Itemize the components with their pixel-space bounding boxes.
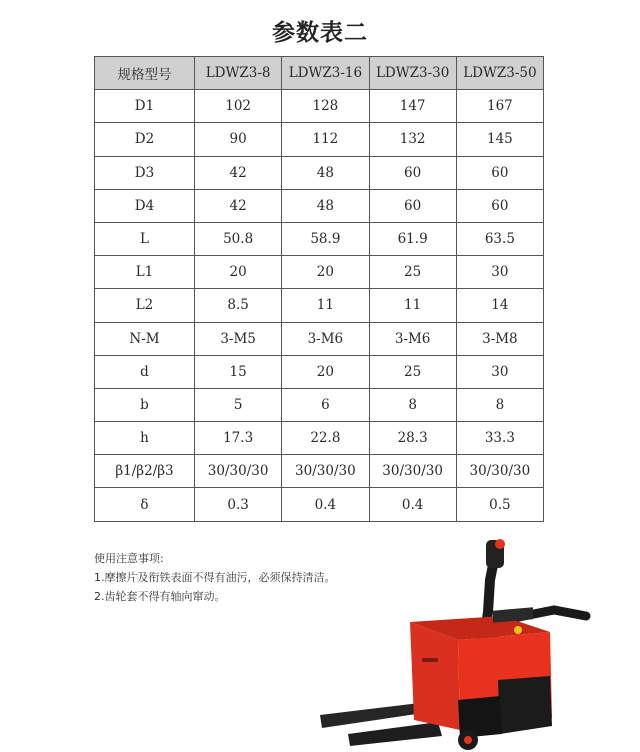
table-row [95, 123, 544, 156]
value-cell: 50.8 [195, 222, 282, 255]
value-cell: 42 [195, 156, 282, 189]
tiller-red-button [495, 539, 505, 549]
value-cell: 145 [456, 123, 543, 156]
value-cell: 8 [369, 388, 456, 421]
row-label-cell: D1 [95, 90, 195, 123]
value-cell: 25 [369, 256, 456, 289]
row-label-cell: L1 [95, 256, 195, 289]
value-cell: 5 [195, 388, 282, 421]
value-cell: 3-M8 [456, 322, 543, 355]
value-cell: 8.5 [195, 289, 282, 322]
value-cell: 0.4 [282, 488, 369, 521]
wheel-hub [464, 736, 472, 744]
table-row [95, 256, 544, 289]
key-switch [514, 626, 522, 634]
table-row [95, 156, 544, 189]
table-header-row [95, 57, 544, 90]
truck-body-front [410, 622, 460, 730]
value-cell: 30 [456, 355, 543, 388]
row-label-cell: D4 [95, 189, 195, 222]
value-cell: 3-M6 [369, 322, 456, 355]
value-cell: 11 [282, 289, 369, 322]
value-cell: 33.3 [456, 422, 543, 455]
value-cell: 0.3 [195, 488, 282, 521]
table-row [95, 322, 544, 355]
row-label-cell: d [95, 355, 195, 388]
value-cell: 61.9 [369, 222, 456, 255]
value-cell: 128 [282, 90, 369, 123]
fork-right [348, 722, 442, 746]
value-cell: 60 [456, 189, 543, 222]
header-cell: LDWZ3-50 [456, 57, 543, 90]
table-row [95, 189, 544, 222]
header-cell: LDWZ3-8 [195, 57, 282, 90]
value-cell: 42 [195, 189, 282, 222]
row-label-cell: b [95, 388, 195, 421]
row-label-cell: δ [95, 488, 195, 521]
value-cell: 8 [456, 388, 543, 421]
value-cell: 48 [282, 189, 369, 222]
value-cell: 28.3 [369, 422, 456, 455]
value-cell: 20 [282, 256, 369, 289]
control-panel [493, 607, 533, 622]
value-cell: 30/30/30 [282, 455, 369, 488]
value-cell: 0.5 [456, 488, 543, 521]
header-cell-model: 规格型号 [95, 57, 195, 90]
value-cell: 90 [195, 123, 282, 156]
usage-notes [94, 549, 336, 606]
table-row [95, 222, 544, 255]
value-cell: 14 [456, 289, 543, 322]
value-cell: 60 [369, 189, 456, 222]
header-cell: LDWZ3-16 [282, 57, 369, 90]
value-cell: 3-M6 [282, 322, 369, 355]
notes-heading: 使用注意事项: [94, 552, 164, 565]
note-item: 1.摩擦片及衔铁表面不得有油污，必须保持清洁。 [94, 571, 336, 584]
value-cell: 132 [369, 123, 456, 156]
table-row [95, 422, 544, 455]
value-cell: 3-M5 [195, 322, 282, 355]
value-cell: 58.9 [282, 222, 369, 255]
value-cell: 15 [195, 355, 282, 388]
rear-bumper [498, 676, 552, 734]
page-title: 参数表二 [272, 20, 368, 46]
table-row [95, 355, 544, 388]
value-cell: 17.3 [195, 422, 282, 455]
row-label-cell: L [95, 222, 195, 255]
value-cell: 30/30/30 [369, 455, 456, 488]
value-cell: 30/30/30 [456, 455, 543, 488]
value-cell: 112 [282, 123, 369, 156]
table-row [95, 90, 544, 123]
value-cell: 30 [456, 256, 543, 289]
value-cell: 20 [282, 355, 369, 388]
value-cell: 147 [369, 90, 456, 123]
value-cell: 25 [369, 355, 456, 388]
table-row [95, 488, 544, 521]
row-label-cell: N-M [95, 322, 195, 355]
row-label-cell: β1/β2/β3 [95, 455, 195, 488]
value-cell: 102 [195, 90, 282, 123]
table-row [95, 388, 544, 421]
table-row [95, 289, 544, 322]
value-cell: 60 [369, 156, 456, 189]
note-item: 2.齿轮套不得有轴向窜动。 [94, 590, 226, 603]
value-cell: 11 [369, 289, 456, 322]
header-cell: LDWZ3-30 [369, 57, 456, 90]
electric-pallet-truck-image [318, 530, 608, 752]
row-label-cell: L2 [95, 289, 195, 322]
value-cell: 60 [456, 156, 543, 189]
value-cell: 30/30/30 [195, 455, 282, 488]
slot-detail [422, 658, 438, 662]
row-label-cell: D3 [95, 156, 195, 189]
row-label-cell: D2 [95, 123, 195, 156]
value-cell: 167 [456, 90, 543, 123]
value-cell: 0.4 [369, 488, 456, 521]
row-label-cell: h [95, 422, 195, 455]
value-cell: 22.8 [282, 422, 369, 455]
value-cell: 20 [195, 256, 282, 289]
value-cell: 48 [282, 156, 369, 189]
spec-table [94, 56, 544, 522]
value-cell: 6 [282, 388, 369, 421]
table-row [95, 455, 544, 488]
value-cell: 63.5 [456, 222, 543, 255]
